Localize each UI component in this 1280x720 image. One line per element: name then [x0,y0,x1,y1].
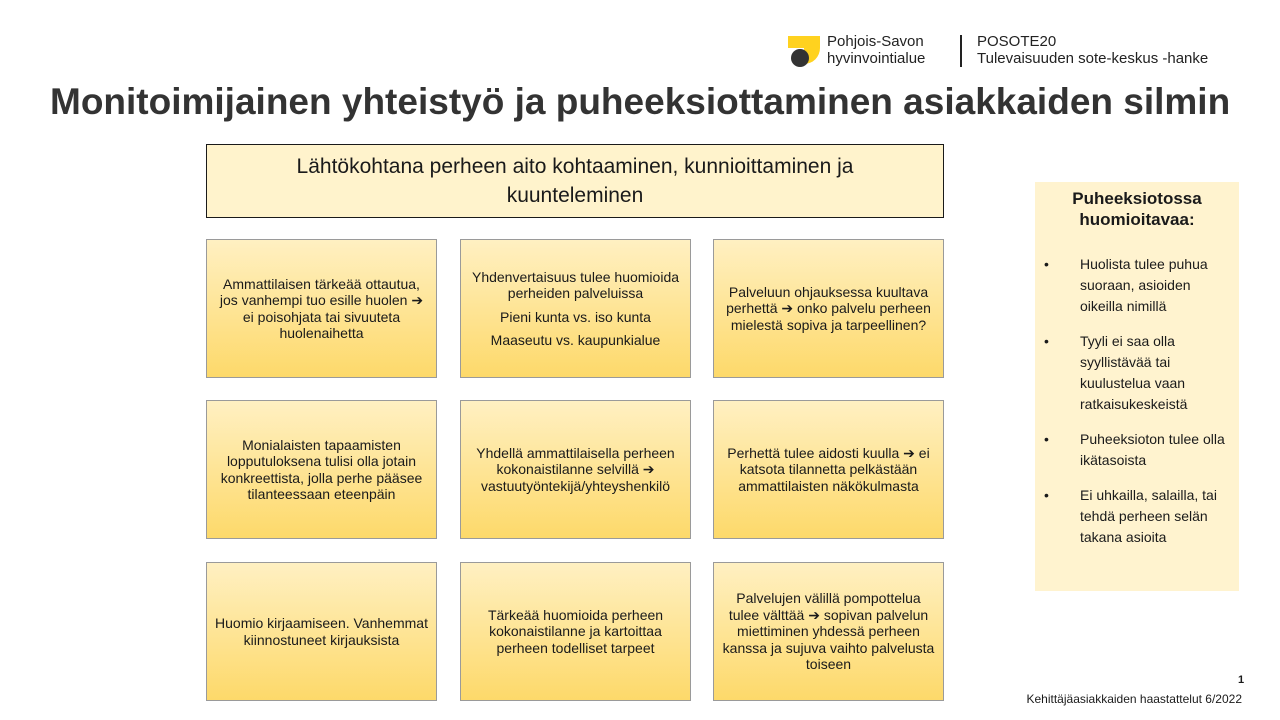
logo-project-line: POSOTE20 [977,33,1057,50]
card-text: Palvelujen välillä pompottelua tulee välttää ➔ sopivan palvelun miettiminen yhdessä perheen kanssa ja sujuva vaihto palvelusta toiseen [722,590,935,673]
list-item [1035,429,1239,471]
card-text: Yhdenvertaisuus tulee huomioida perheiden palveluissa [471,268,680,301]
card-contact-person [460,400,691,539]
card-documentation [206,562,437,701]
card-text: Pieni kunta vs. iso kunta [500,308,651,325]
logo-separator [960,35,962,67]
sidebar-title: Puheeksiotossa huomioitavaa: [1072,189,1202,229]
card-text: Monialaisten tapaamisten lopputuloksena tulisi olla jotain konkreettista, jolla perhe pääsee tilanteessaan eteenpäin [220,436,423,502]
list-item-text: Puheeksioton tulee olla ikätasoista [1080,431,1225,468]
footer-source: Kehittäjäasiakkaiden haastattelut 6/2022 [1026,692,1242,706]
card-text: Perhettä tulee aidosti kuulla ➔ ei katsota tilannetta pelkästään ammattilaisten näkökulmasta [727,444,930,494]
card-text: Yhdellä ammattilaisella perheen kokonaistilanne selvillä ➔ vastuutyöntekijä/yhteyshenkilö [476,444,675,494]
starting-point-box: Lähtökohtana perheen aito kohtaaminen, kunnioittaminen ja kuunteleminen [206,144,944,218]
list-item [1035,331,1239,415]
card-multidisciplinary-meetings [206,400,437,539]
list-item-text: Ei uhkailla, salailla, tai tehdä perheen selän takana asioita [1080,487,1217,545]
card-text: Ammattilaisen tärkeää ottautua, jos vanhempi tuo esille huolen ➔ ei poisohjata tai sivuuteta huolenaihetta [219,275,424,341]
bullet-icon: • [1044,256,1049,272]
logo-mark-icon [786,34,822,70]
card-text: Palveluun ohjauksessa kuultava perhettä ➔ onko palvelu perheen mielestä sopiva ja tarpeellinen? [726,283,931,333]
list-item-text: Huolista tulee puhua suoraan, asioiden oikeilla nimillä [1080,256,1208,314]
sidebar-panel [1035,182,1239,591]
logo-org-line: Pohjois-Savon [827,33,924,50]
list-item-text: Tyyli ei saa olla syyllistävää tai kuulustelua vaan ratkaisukeskeistä [1080,333,1188,412]
sidebar-list [1035,254,1239,562]
list-item [1035,485,1239,548]
card-listen-family [713,400,944,539]
slide-title: Monitoimijainen yhteistyö ja puheeksiottaminen asiakkaiden silmin [50,81,1231,122]
bullet-icon: • [1044,333,1049,349]
card-service-guidance [713,239,944,378]
organization-logo [786,32,1256,72]
logo-org-line: hyvinvointialue [827,50,926,67]
card-family-needs [460,562,691,701]
logo-project-line: Tulevaisuuden sote-keskus -hanke [977,50,1209,67]
bullet-icon: • [1044,487,1049,503]
card-text: Tärkeää huomioida perheen kokonaistilanne ja kartoittaa perheen todelliset tarpeet [487,606,664,656]
card-text: Huomio kirjaamiseen. Vanhemmat kiinnostuneet kirjauksista [215,615,428,648]
logo-project-name [977,33,1208,67]
list-item [1035,254,1239,317]
logo-org-name [827,33,925,67]
page-number: 1 [1238,674,1245,686]
card-equality [460,239,691,378]
bullet-icon: • [1044,431,1049,447]
card-text: Maaseutu vs. kaupunkialue [490,332,661,348]
card-avoid-bouncing [713,562,944,701]
card-professional-attention [206,239,437,378]
